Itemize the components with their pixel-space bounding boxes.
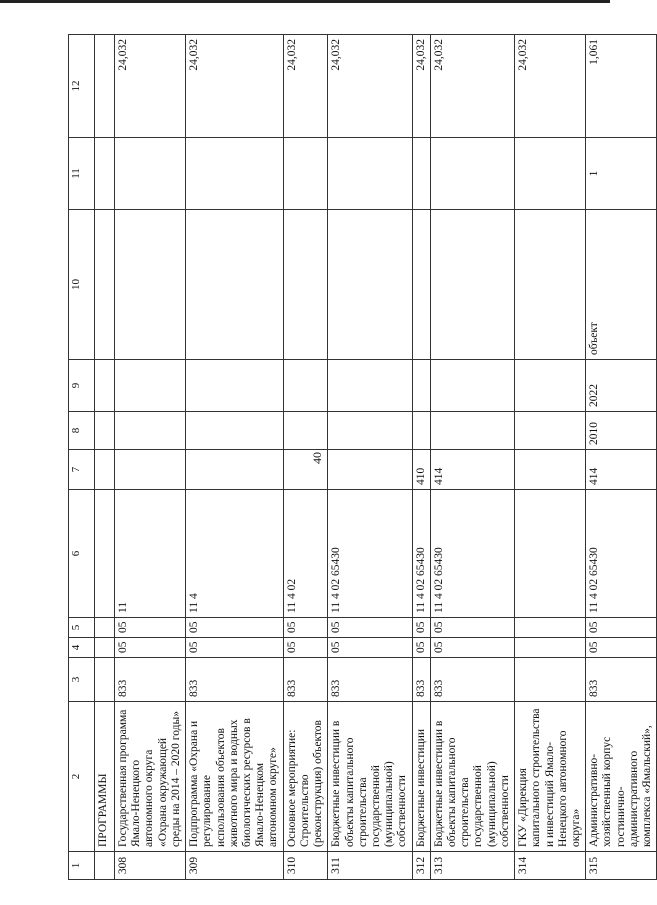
row-name: Бюджетные инвестиции — [412, 702, 430, 852]
cell-col5: 05 — [430, 618, 514, 638]
cell-col11 — [328, 138, 412, 210]
cell-col8 — [283, 412, 328, 450]
cell-col5: 05 — [328, 618, 412, 638]
row-name: Подпрограмма «Охрана и регулирование использования объектов животного мира и водных биологических ресурсов в Ямало-Ненецком автономном округе» — [186, 702, 284, 852]
cell-col10 — [328, 210, 412, 360]
cell-col4: 05 — [412, 638, 430, 658]
cell-col5: 05 — [586, 618, 657, 638]
row-number: 309 — [186, 852, 284, 880]
cell-col9 — [515, 360, 586, 412]
cell-col7 — [515, 450, 586, 490]
row-name: Основное мероприятие: Строительство (реконструкция) объектов — [283, 702, 328, 852]
cell-col8: 2010 — [586, 412, 657, 450]
cell-col3: 833 — [115, 658, 186, 702]
cell-col12: 24,032 — [412, 35, 430, 138]
cell-col3: 833 — [430, 658, 514, 702]
cell-col11: 1 — [586, 138, 657, 210]
rotated-table-wrapper — [68, 35, 654, 880]
cell-col4: 05 — [430, 638, 514, 658]
cell-col3: 833 — [186, 658, 284, 702]
cell-col7: 414 — [586, 450, 657, 490]
row-name: Бюджетные инвестиции в объекты капитального строительства государственной (муниципальной) собственности — [328, 702, 412, 852]
row-number: 312 — [412, 852, 430, 880]
cell-col7: 410 — [412, 450, 430, 490]
cell-col7 — [328, 450, 412, 490]
col-header-11: 11 — [69, 138, 95, 210]
table-row — [515, 35, 586, 880]
cell-col6: 11 4 02 — [283, 490, 328, 618]
cell-col12: 24,032 — [186, 35, 284, 138]
cell-col11 — [283, 138, 328, 210]
table-row — [430, 35, 514, 880]
cell-col10 — [412, 210, 430, 360]
cell-col5: 05 — [115, 618, 186, 638]
cell-col6: 11 4 02 65430 — [412, 490, 430, 618]
cell-col7 — [115, 450, 186, 490]
row-number: 310 — [283, 852, 328, 880]
cell-col4 — [515, 638, 586, 658]
cell-col12: 1,061 — [586, 35, 657, 138]
cell-col6: 11 4 02 65430 — [430, 490, 514, 618]
row-number: 308 — [115, 852, 186, 880]
row-number: 315 — [586, 852, 657, 880]
cell-col8 — [186, 412, 284, 450]
cell-col9 — [115, 360, 186, 412]
cell-col11 — [186, 138, 284, 210]
cell-col10: объект — [586, 210, 657, 360]
cell-col6: 11 4 02 65430 — [586, 490, 657, 618]
row-name: Государственная программа Ямало-Ненецкого автономного округа «Охрана окружающей среды на 2014 – 2020 годы» — [115, 702, 186, 852]
cell-col9 — [328, 360, 412, 412]
cell-col9 — [412, 360, 430, 412]
cell-col6: 11 — [115, 490, 186, 618]
col-header-2: 2 — [69, 702, 95, 852]
cell-col9 — [186, 360, 284, 412]
cell-col9 — [283, 360, 328, 412]
table-row — [586, 35, 657, 880]
row-number: 313 — [430, 852, 514, 880]
cell-col10 — [515, 210, 586, 360]
cell-col12: 24,032 — [515, 35, 586, 138]
row-name: Бюджетные инвестиции в объекты капитального строительства государственной (муниципальной) собственности — [430, 702, 514, 852]
cell-col10 — [115, 210, 186, 360]
cell-col3: 833 — [283, 658, 328, 702]
table-row — [283, 35, 328, 880]
cell-col11 — [115, 138, 186, 210]
table-row — [115, 35, 186, 880]
budget-table — [68, 34, 657, 880]
header-row — [69, 35, 95, 880]
cell-col12: 24,032 — [115, 35, 186, 138]
cell-col12: 24,032 — [430, 35, 514, 138]
col-header-6: 6 — [69, 490, 95, 618]
cell-col6: 11 4 02 65430 — [328, 490, 412, 618]
cell-col11 — [412, 138, 430, 210]
row-number: 314 — [515, 852, 586, 880]
cell-col10 — [283, 210, 328, 360]
cell-col4: 05 — [115, 638, 186, 658]
cell-col6: 11 4 — [186, 490, 284, 618]
cell-col5: 05 — [186, 618, 284, 638]
col-header-8: 8 — [69, 412, 95, 450]
col-header-1: 1 — [69, 852, 95, 880]
row-name: ГКУ «Дирекция капитального строительства и инвестиций Ямало-Ненецкого автономного округа» — [515, 702, 586, 852]
table-row — [412, 35, 430, 880]
cell-col4: 05 — [586, 638, 657, 658]
cell-col8 — [328, 412, 412, 450]
col-header-4: 4 — [69, 638, 95, 658]
cell-col10 — [186, 210, 284, 360]
cell-col7 — [283, 450, 328, 490]
page-number: 40 — [310, 452, 324, 464]
section-row — [95, 35, 115, 880]
cell-col4: 05 — [328, 638, 412, 658]
cell-col7: 414 — [430, 450, 514, 490]
cell-col9 — [430, 360, 514, 412]
row-number: 311 — [328, 852, 412, 880]
cell-col3 — [515, 658, 586, 702]
cell-col5: 05 — [283, 618, 328, 638]
col-header-3: 3 — [69, 658, 95, 702]
cell-col8 — [115, 412, 186, 450]
cell-col3: 833 — [412, 658, 430, 702]
section-title: ПРОГРАММЫ — [95, 702, 115, 852]
cell-col8 — [430, 412, 514, 450]
col-header-9: 9 — [69, 360, 95, 412]
cell-col11 — [515, 138, 586, 210]
cell-col11 — [430, 138, 514, 210]
col-header-10: 10 — [69, 210, 95, 360]
cell-col7 — [186, 450, 284, 490]
col-header-5: 5 — [69, 618, 95, 638]
scan-edge-bar — [0, 0, 610, 3]
cell-col6 — [515, 490, 586, 618]
cell-col5: 05 — [412, 618, 430, 638]
cell-col12: 24,032 — [283, 35, 328, 138]
cell-col8 — [412, 412, 430, 450]
cell-col3: 833 — [328, 658, 412, 702]
cell-col8 — [515, 412, 586, 450]
cell-col9: 2022 — [586, 360, 657, 412]
row-name: Административно-хозяйственный корпус гостинично-административного комплекса «Ямальский», — [586, 702, 657, 852]
cell-col12: 24,032 — [328, 35, 412, 138]
table-row — [186, 35, 284, 880]
cell-col4: 05 — [283, 638, 328, 658]
col-header-7: 7 — [69, 450, 95, 490]
col-header-12: 12 — [69, 35, 95, 138]
cell-col5 — [515, 618, 586, 638]
cell-col10 — [430, 210, 514, 360]
cell-col4: 05 — [186, 638, 284, 658]
cell-col3: 833 — [586, 658, 657, 702]
table-row — [328, 35, 412, 880]
